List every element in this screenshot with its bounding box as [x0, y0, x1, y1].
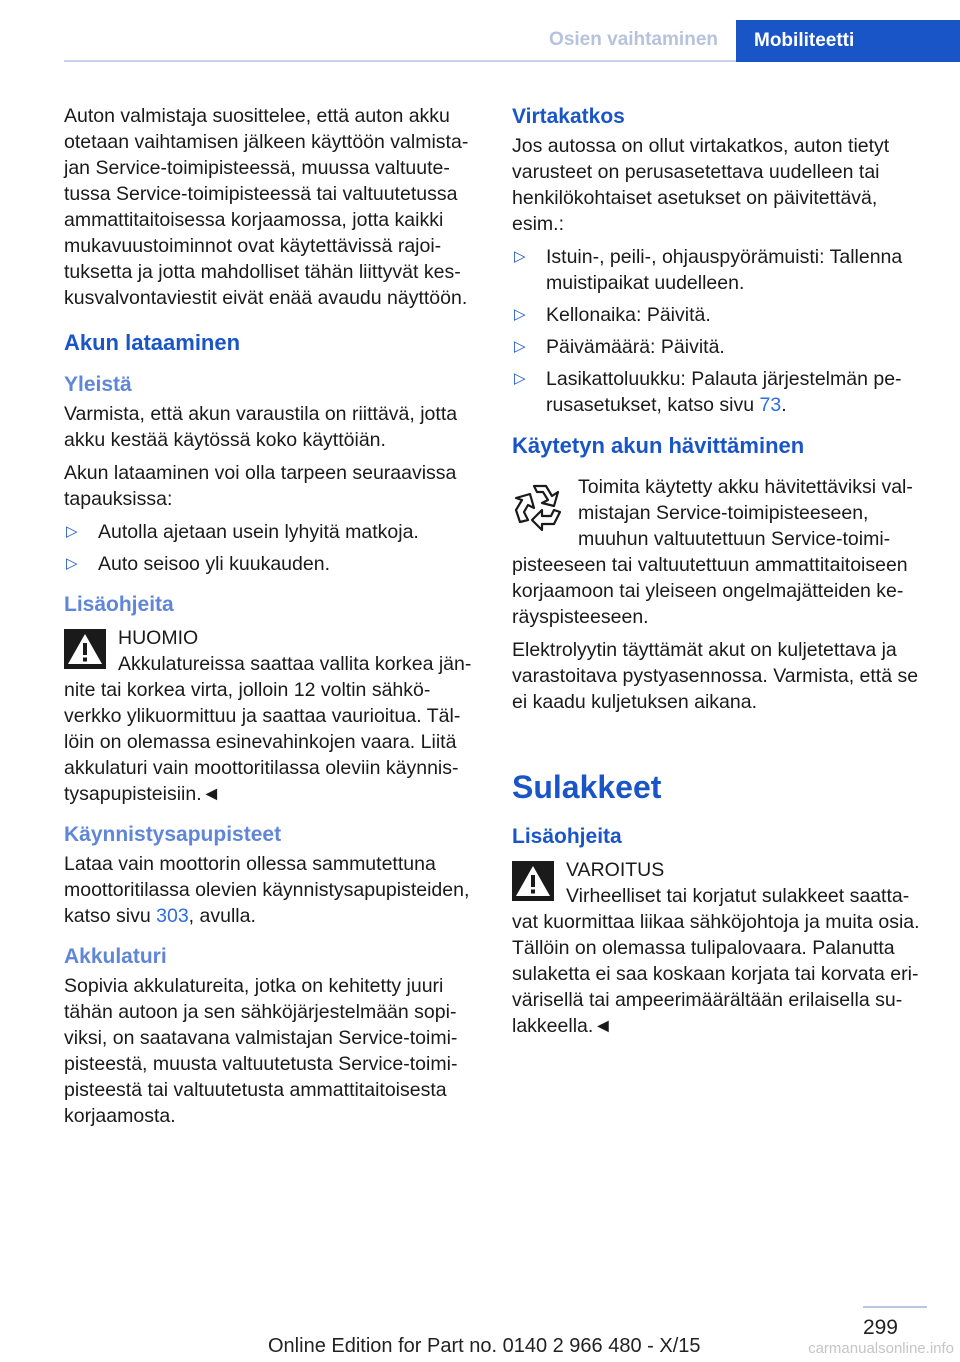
charger-paragraph: Sopivia akkulatureita, jotka on kehitetty juuri tähän autoon ja sen sähköjärjestelmään sopiviksi, on saatavana valmistajan Service-toimipisteestä, muusta valtuutetusta Service-toimipisteestä tai valtuutetusta ammattitaitoisesta korjaamosta. [64, 975, 458, 1127]
subheading-virtakatkos: Virtakatkos [512, 105, 625, 128]
warning-note [512, 857, 926, 1039]
subheading-akkulaturi: Akkulaturi [64, 945, 167, 968]
list-item: ▷ Istuin-, peili-, ohjauspyörämuisti: Tallenna muistipaikat uudelleen. [514, 246, 903, 294]
left-column [64, 103, 476, 1136]
reset-items-list [512, 244, 926, 418]
caution-body: Akkulatureissa saattaa vallita korkea jännite tai korkea virta, jolloin 12 voltin sähköverkko ylikuormittuu ja saattaa vaurioitua. Tällöin on olemassa esinevahinkojen vaara. Liitä akkulaturi vain moottoritilassa oleviin käynnistysapupisteisiin.◄ [64, 653, 472, 805]
subheading-yleista: Yleistä [64, 373, 132, 396]
warning-triangle-icon [512, 861, 554, 901]
page-link-303[interactable]: 303 [156, 905, 189, 927]
intro-paragraph: Auton valmistaja suosittelee, että auton akku otetaan vaihtamisen jälkeen käyttöön valmistajan Service-toimipisteessä, muussa valtuutetussa Service-toimipisteessä tai valtuutetussa ammattitaitoisessa korjaamossa, jotta kaikki mukavuustoiminnot ovat käytettävissä rajoituksetta ja jotta mahdolliset tähän liittyvät keskusvalvontaviestit eivät enää avaudu näyttöön. [64, 105, 469, 309]
footer-rule [863, 1306, 927, 1308]
edition-text: Online Edition for Part no. 0140 2 966 480 - X/15 [268, 1335, 701, 1357]
section-tab: Osien vaihtaminen [549, 29, 718, 50]
bullet-triangle-icon: ▷ [514, 338, 526, 355]
chapter-heading-sulakkeet: Sulakkeet [512, 769, 662, 805]
bullet-triangle-icon: ▷ [66, 523, 78, 540]
bullet-triangle-icon: ▷ [66, 555, 78, 572]
warning-title: VAROITUS [566, 859, 665, 881]
watermark-text: carmanualsonline.info [808, 1340, 954, 1357]
section-heading-akun-havittaminen: Käytetyn akun hävittäminen [512, 433, 805, 458]
caution-title: HUOMIO [118, 627, 199, 649]
section-heading-akun-lataaminen: Akun lataaminen [64, 330, 241, 355]
bullet-triangle-icon: ▷ [514, 370, 526, 387]
page-link-73[interactable]: 73 [759, 394, 782, 416]
recycle-icon [512, 478, 568, 538]
warning-triangle-icon [64, 629, 106, 669]
subheading-lisaohjeita: Lisäohjeita [64, 593, 174, 616]
list-item: ▷ Päivämäärä: Päivitä. [514, 336, 725, 358]
right-column [512, 103, 926, 1039]
warning-body: Virheelliset tai korjatut sulakkeet saattavat kuormittaa liikaa sähköjohtoja ja muita osia. Tällöin on olemassa tulipalovaara. Palanutta sulaketta ei saa koskaan korjata tai korvata erivärisellä tai ampeerimäärältään erilaisella sulakkeella.◄ [512, 885, 920, 1037]
yleista-paragraph-2: Akun lataaminen voi olla tarpeen seuraavissa tapauksissa: [64, 462, 457, 510]
caution-note [64, 625, 476, 807]
jump-start-paragraph: Lataa vain moottorin ollessa sammutettuna moottoritilassa olevien käynnistysapupisteiden, katso sivu 303, avulla. [64, 853, 470, 927]
page-number: 299 [862, 1316, 898, 1339]
charging-cases-list [64, 519, 476, 577]
disposal-paragraph: Toimita käytetty akku hävitettäviksi valmistajan Service-toimipisteeseen, muuhun valtuutettuun Service-toimipisteeseen tai valtuutettuun ammattitaitoiseen korjaamoon tai yleiseen ongelmajätteiden keräyspisteeseen. [512, 476, 913, 628]
list-item: ▷ Auto seisoo yli kuukauden. [66, 553, 330, 575]
disposal-block [512, 474, 926, 630]
bullet-triangle-icon: ▷ [514, 248, 526, 265]
yleista-paragraph-1: Varmista, että akun varaustila on riittävä, jotta akku kestää käytössä koko käyttöiän. [64, 403, 458, 451]
list-item: ▷ Autolla ajetaan usein lyhyitä matkoja. [66, 521, 419, 543]
subheading-lisaohjeita-fuses: Lisäohjeita [512, 825, 622, 848]
page-header [64, 20, 960, 62]
electrolyte-paragraph: Elektrolyytin täyttämät akut on kuljetettava ja varastoitava pystyasennossa. Varmista, että se ei kaadu kuljetuksen aikana. [512, 639, 919, 713]
subheading-kaynnistysapupisteet: Käynnistysapupisteet [64, 823, 282, 846]
list-item: ▷ Lasikattoluukku: Palauta järjestelmän perusasetukset, katso sivu 73. [514, 368, 902, 416]
power-failure-paragraph: Jos autossa on ollut virtakatkos, auton tietyt varusteet on perusasetettava uudelleen tai henkilökohtaiset asetukset on päivitettävä, esim.: [512, 135, 890, 235]
bullet-triangle-icon: ▷ [514, 306, 526, 323]
list-item: ▷ Kellonaika: Päivitä. [514, 304, 711, 326]
chapter-tab: Mobiliteetti [736, 20, 960, 62]
